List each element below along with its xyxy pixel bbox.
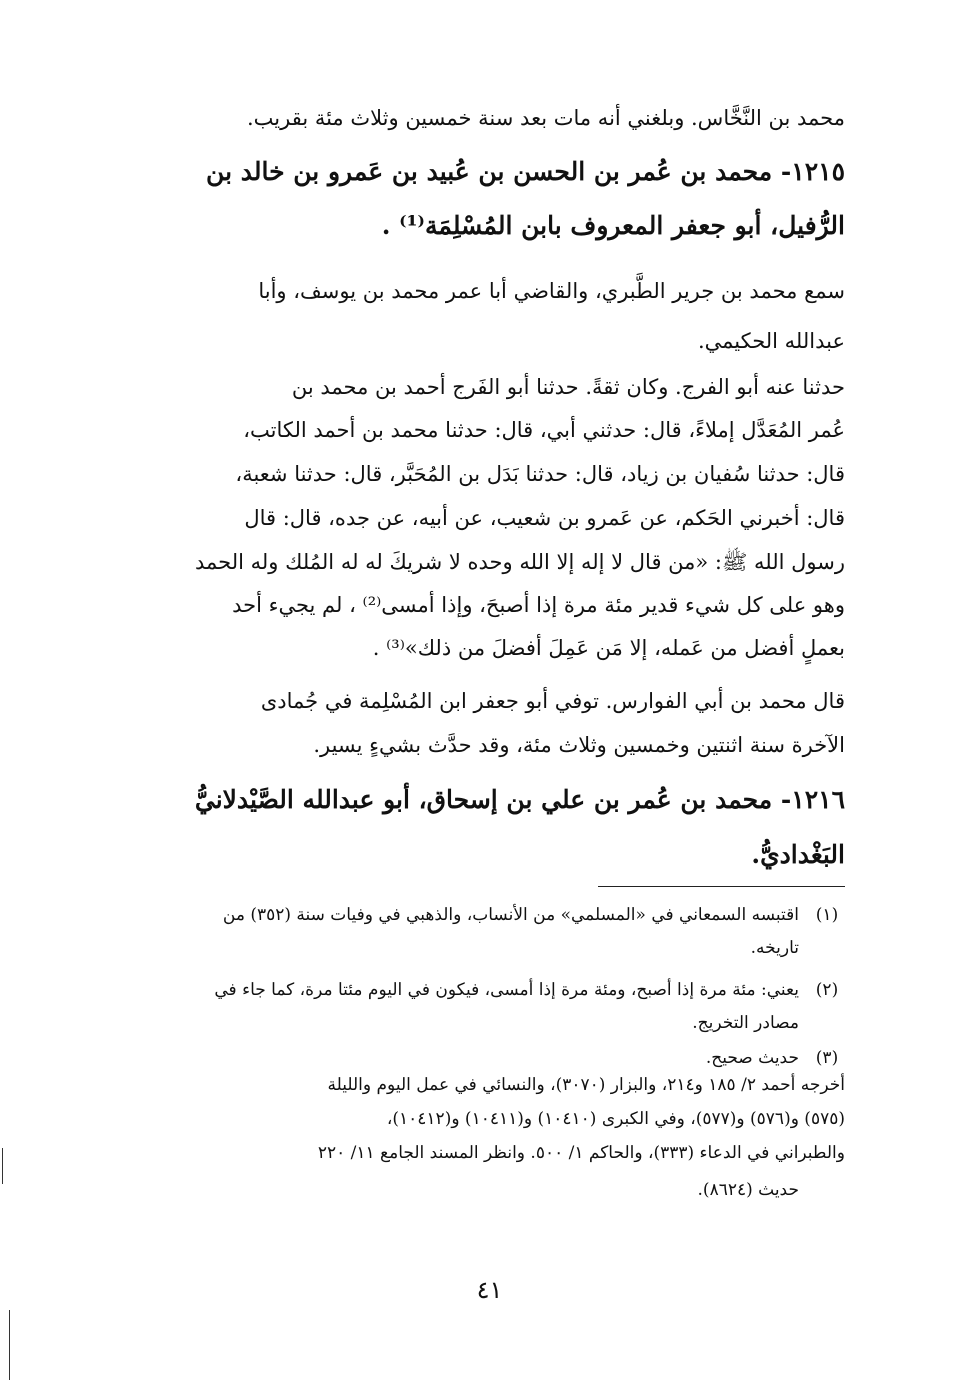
scan-margin-mark	[9, 1310, 10, 1380]
body-line: عُمر المُعَدَّل إملاءً، قال: حدثني أبي، قال: حدثنا محمد بن أحمد الكاتب،	[243, 418, 845, 442]
footnote-number: (٢)	[815, 980, 839, 1000]
body-line: محمد بن النَّخَّاس. وبلغني أنه مات بعد سنة خمسين وثلاث مئة بقريب.	[246, 106, 845, 130]
footnote-line: (٥٧٥) و(٥٧٦) و(٥٧٧)، وفي الكبرى (١٠٤١٠) و(١٠٤١١) و(١٠٤١٢)،	[386, 1109, 845, 1129]
entry-heading-1215-cont: الرُّفيل، أبو جعفر المعروف بابن المُسْلِمَة⁽¹⁾ .	[381, 211, 845, 240]
body-line: قال محمد بن أبي الفوارس. توفي أبو جعفر ابن المُسْلِمة في جُمادى	[260, 689, 845, 713]
footnote-separator	[598, 886, 845, 887]
scan-margin-mark	[2, 1148, 3, 1184]
footnote-line: حديث صحيح.	[705, 1048, 799, 1068]
entry-heading-1216-cont: البَغْداديُّ.	[751, 840, 845, 869]
footnote-line: مصادر التخريج.	[692, 1013, 799, 1033]
footnote-line: أخرجه أحمد ٢/ ١٨٥ و٢١٤، والبزار (٣٠٧٠)، والنسائي في عمل اليوم والليلة	[327, 1075, 845, 1095]
entry-heading-1216: ١٢١٦- محمد بن عُمر بن علي بن إسحاق، أبو عبدالله الصَّيْدلانيُّ	[194, 785, 845, 814]
body-line: عبدالله الحكيمي.	[697, 329, 845, 353]
body-line: الآخرة سنة اثنتين وخمسين وثلاث مئة، وقد حدَّث بشيءٍ يسير.	[313, 733, 845, 757]
footnote-line: حديث (٨٦٢٤).	[697, 1180, 799, 1200]
body-line: قال: أخبرني الحَكم، عن عَمرو بن شعيب، عن أبيه، عن جده، قال: قال	[244, 506, 845, 530]
footnote-number: (٣)	[815, 1048, 839, 1068]
footnote-line: يعني: مئة مرة إذا أصبح، ومئة مرة إذا أمسى، فيكون في اليوم مئتا مرة، كما جاء في	[214, 980, 799, 1000]
footnote-line: والطبراني في الدعاء (٣٣٣)، والحاكم ١/ ٥٠٠. وانظر المسند الجامع ١١/ ٢٢٠	[317, 1143, 845, 1163]
body-line: قال: حدثنا سُفيان بن زياد، قال: حدثنا بَدَل بن المُحَبَّر، قال: حدثنا شعبة،	[235, 462, 845, 486]
footnote-line: اقتبسه السمعاني في «المسلمي» من الأنساب، والذهبي في وفيات سنة (٣٥٢) من	[222, 905, 799, 925]
body-line: سمع محمد بن جرير الطَّبري، والقاضي أبا عمر محمد بن يوسف، وأبا	[258, 279, 845, 303]
hadith-line: وهو على كل شيء قدير مئة مرة إذا أصبحَ، وإذا أمسى⁽²⁾ ، لم يجيء أحد	[232, 593, 845, 617]
hadith-line: بعملٍ أفضل من عَمله، إلا مَن عَمِلَ أفضلَ من ذلك»⁽³⁾ .	[372, 636, 845, 660]
hadith-line: رسول الله ﷺ: «من قال لا إله إلا الله وحده لا شريكَ له له المُلك وله الحمد	[195, 550, 845, 574]
page-number: ٤١	[476, 1276, 503, 1304]
footnote-line: تاريخه.	[750, 938, 799, 958]
body-line: حدثنا عنه أبو الفرج. وكان ثقةً. حدثنا أبو الفَرج أحمد بن محمد بن	[291, 375, 845, 399]
footnote-number: (١)	[815, 905, 839, 925]
entry-heading-1215: ١٢١٥- محمد بن عُمر بن الحسن بن عُبيد بن عَمرو بن خالد بن	[206, 157, 845, 186]
